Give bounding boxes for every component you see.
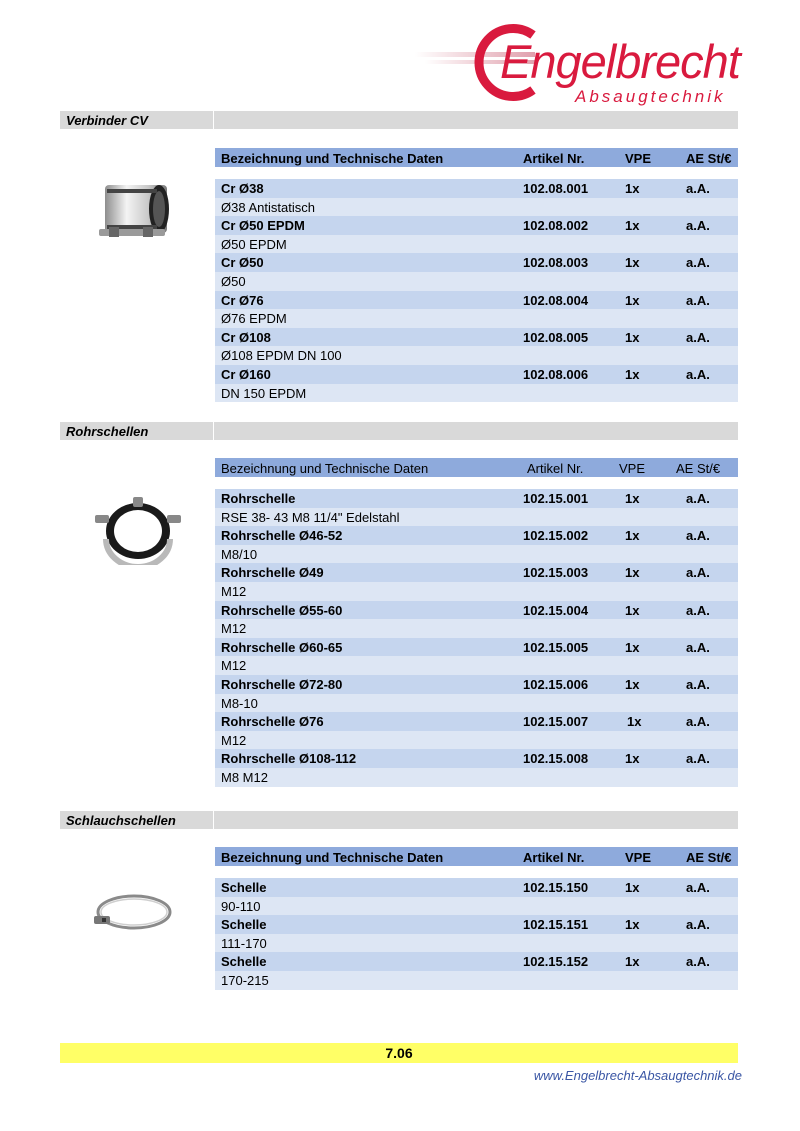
cell-description: 111-170 <box>221 935 267 951</box>
table-row <box>215 489 738 508</box>
cell-price: a.A. <box>686 751 710 767</box>
cell-article-number: 102.15.006 <box>523 676 589 692</box>
table-row-description <box>215 934 738 953</box>
schelle-product-image <box>92 890 174 941</box>
cell-vpe: 1x <box>625 954 640 970</box>
cell-description: Cr Ø76 <box>221 292 264 308</box>
brand-name: Engelbrecht <box>500 35 740 88</box>
table-row <box>215 179 738 198</box>
cell-article-number: 102.08.001 <box>523 181 589 196</box>
table-row <box>215 749 738 768</box>
cell-article-number: 102.15.007 <box>523 714 589 730</box>
col-header-article: Artikel Nr. <box>523 850 585 865</box>
cell-price: a.A. <box>686 366 710 382</box>
cell-article-number: 102.08.002 <box>523 218 589 234</box>
col-header-price: AE St/€ <box>686 151 732 166</box>
cell-description: 90-110 <box>221 898 261 914</box>
cell-article-number: 102.15.004 <box>523 602 589 618</box>
cell-price: a.A. <box>686 714 710 730</box>
cell-price: a.A. <box>686 329 710 345</box>
table-row-description <box>215 198 738 217</box>
cell-vpe: 1x <box>625 181 640 196</box>
table-row <box>215 563 738 582</box>
cell-vpe: 1x <box>625 639 640 655</box>
table-row-description <box>215 235 738 254</box>
table-row-description <box>215 768 738 787</box>
cell-article-number: 102.15.003 <box>523 565 589 581</box>
cell-description: M12 <box>221 621 247 637</box>
cell-article-number: 102.08.003 <box>523 255 589 271</box>
section-header-schlauchschellen <box>60 811 738 829</box>
section-header-verbinder <box>60 111 738 129</box>
cell-article-number: 102.15.152 <box>523 954 589 970</box>
page-number: 7.06 <box>385 1045 413 1061</box>
verbinder-product-image <box>95 175 177 252</box>
cell-price: a.A. <box>686 602 710 618</box>
col-header-description: Bezeichnung und Technische Daten <box>221 461 429 476</box>
cell-description: Rohrschelle Ø108-112 <box>221 751 357 767</box>
table-row <box>215 291 738 310</box>
table-row <box>215 216 738 235</box>
cell-article-number: 102.15.150 <box>523 880 589 895</box>
cell-vpe: 1x <box>625 917 640 933</box>
col-header-vpe: VPE <box>625 151 652 166</box>
table-row <box>215 601 738 620</box>
cell-article-number: 102.15.001 <box>523 491 589 506</box>
table-row <box>215 712 738 731</box>
cell-description: M8 M12 <box>221 769 268 785</box>
col-header-article: Artikel Nr. <box>523 151 585 166</box>
cell-price: a.A. <box>686 565 710 581</box>
section-title: Schlauchschellen <box>66 813 176 828</box>
table-row-description <box>215 272 738 291</box>
cell-article-number: 102.15.005 <box>523 639 589 655</box>
website-link[interactable]: www.Engelbrecht-Absaugtechnik.de <box>533 1068 742 1083</box>
table-row-description <box>215 619 738 638</box>
cell-vpe: 1x <box>625 366 640 382</box>
cell-description: M12 <box>221 583 247 599</box>
table-row-description <box>215 384 738 403</box>
table-row-description <box>215 309 738 328</box>
cell-vpe: 1x <box>625 329 640 345</box>
table-row <box>215 638 738 657</box>
col-header-price: AE St/€ <box>686 850 732 865</box>
cell-price: a.A. <box>686 218 710 234</box>
cell-description: M12 <box>221 732 247 748</box>
cell-price: a.A. <box>686 181 710 196</box>
cell-description: Rohrschelle <box>221 491 296 506</box>
cell-description: M8-10 <box>221 695 258 711</box>
cell-vpe: 1x <box>625 218 640 234</box>
verbinder-table <box>215 148 738 402</box>
cell-price: a.A. <box>686 954 710 970</box>
brand-logo <box>415 20 760 110</box>
cell-description: Ø38 Antistatisch <box>221 199 315 215</box>
cell-vpe: 1x <box>627 714 642 730</box>
cell-description: Cr Ø38 <box>221 181 264 196</box>
cell-description: Cr Ø160 <box>221 366 271 382</box>
cell-vpe: 1x <box>625 602 640 618</box>
cell-price: a.A. <box>686 676 710 692</box>
cell-price: a.A. <box>686 528 710 544</box>
table-row-description <box>215 731 738 750</box>
cell-description: Ø108 EPDM DN 100 <box>221 348 342 364</box>
table-row-description <box>215 694 738 713</box>
brand-tagline: Absaugtechnik <box>575 87 726 106</box>
cell-article-number: 102.15.008 <box>523 751 589 767</box>
table-row-description <box>215 656 738 675</box>
cell-price: a.A. <box>686 639 710 655</box>
cell-vpe: 1x <box>625 491 640 506</box>
col-header-price: AE St/€ <box>676 461 721 476</box>
cell-vpe: 1x <box>625 565 640 581</box>
cell-description: Cr Ø50 EPDM <box>221 218 305 234</box>
cell-price: a.A. <box>686 917 710 933</box>
rohrschelle-product-image <box>93 495 183 570</box>
cell-description: Rohrschelle Ø60-65 <box>221 639 343 655</box>
section-title: Rohrschellen <box>66 424 149 439</box>
table-row-description <box>215 508 738 527</box>
cell-price: a.A. <box>686 255 710 271</box>
table-row-description <box>215 897 738 916</box>
cell-price: a.A. <box>686 880 710 895</box>
table-row <box>215 253 738 272</box>
cell-description: Rohrschelle Ø49 <box>221 565 324 581</box>
table-header <box>215 847 738 866</box>
cell-article-number: 102.15.151 <box>523 917 589 933</box>
cell-description: Schelle <box>221 954 267 970</box>
cell-description: 170-215 <box>221 972 269 988</box>
table-header <box>215 148 738 167</box>
cell-description: Cr Ø50 <box>221 255 264 271</box>
cell-description: Ø76 EPDM <box>221 311 287 327</box>
table-row <box>215 328 738 347</box>
cell-description: Schelle <box>221 880 267 895</box>
cell-description: DN 150 EPDM <box>221 385 307 401</box>
table-row-description <box>215 971 738 990</box>
cell-vpe: 1x <box>625 528 640 544</box>
cell-description: RSE 38- 43 M8 11/4" Edelstahl <box>221 509 400 525</box>
table-row-description <box>215 346 738 365</box>
section-header-rohrschellen <box>60 422 738 440</box>
cell-description: Rohrschelle Ø46-52 <box>221 528 343 544</box>
cell-article-number: 102.15.002 <box>523 528 589 544</box>
cell-description: Ø50 EPDM <box>221 236 287 252</box>
rohrschellen-table <box>215 458 738 787</box>
page-number-bar <box>60 1043 738 1063</box>
table-row <box>215 675 738 694</box>
cell-description: Ø50 <box>221 273 246 289</box>
cell-vpe: 1x <box>625 676 640 692</box>
col-header-article: Artikel Nr. <box>527 461 584 476</box>
cell-vpe: 1x <box>625 292 640 308</box>
cell-price: a.A. <box>686 292 710 308</box>
section-title: Verbinder CV <box>66 113 148 128</box>
cell-description: Cr Ø108 <box>221 329 271 345</box>
cell-price: a.A. <box>686 491 710 506</box>
table-row <box>215 915 738 934</box>
cell-article-number: 102.08.004 <box>523 292 589 308</box>
table-header <box>215 458 738 477</box>
table-row <box>215 365 738 384</box>
schlauchschellen-table <box>215 847 738 990</box>
col-header-vpe: VPE <box>625 850 652 865</box>
table-row-description <box>215 545 738 564</box>
col-header-description: Bezeichnung und Technische Daten <box>221 151 444 166</box>
cell-description: Rohrschelle Ø76 <box>221 714 324 730</box>
col-header-description: Bezeichnung und Technische Daten <box>221 850 444 865</box>
cell-article-number: 102.08.005 <box>523 329 589 345</box>
col-header-vpe: VPE <box>619 461 646 476</box>
cell-description: M8/10 <box>221 546 258 562</box>
table-row <box>215 526 738 545</box>
table-row <box>215 878 738 897</box>
cell-vpe: 1x <box>625 880 640 895</box>
table-row-description <box>215 582 738 601</box>
cell-description: Schelle <box>221 917 267 933</box>
cell-vpe: 1x <box>625 255 640 271</box>
cell-description: M12 <box>221 658 247 674</box>
cell-description: Rohrschelle Ø72-80 <box>221 676 343 692</box>
table-row <box>215 952 738 971</box>
cell-vpe: 1x <box>625 751 640 767</box>
cell-description: Rohrschelle Ø55-60 <box>221 602 343 618</box>
cell-article-number: 102.08.006 <box>523 366 589 382</box>
